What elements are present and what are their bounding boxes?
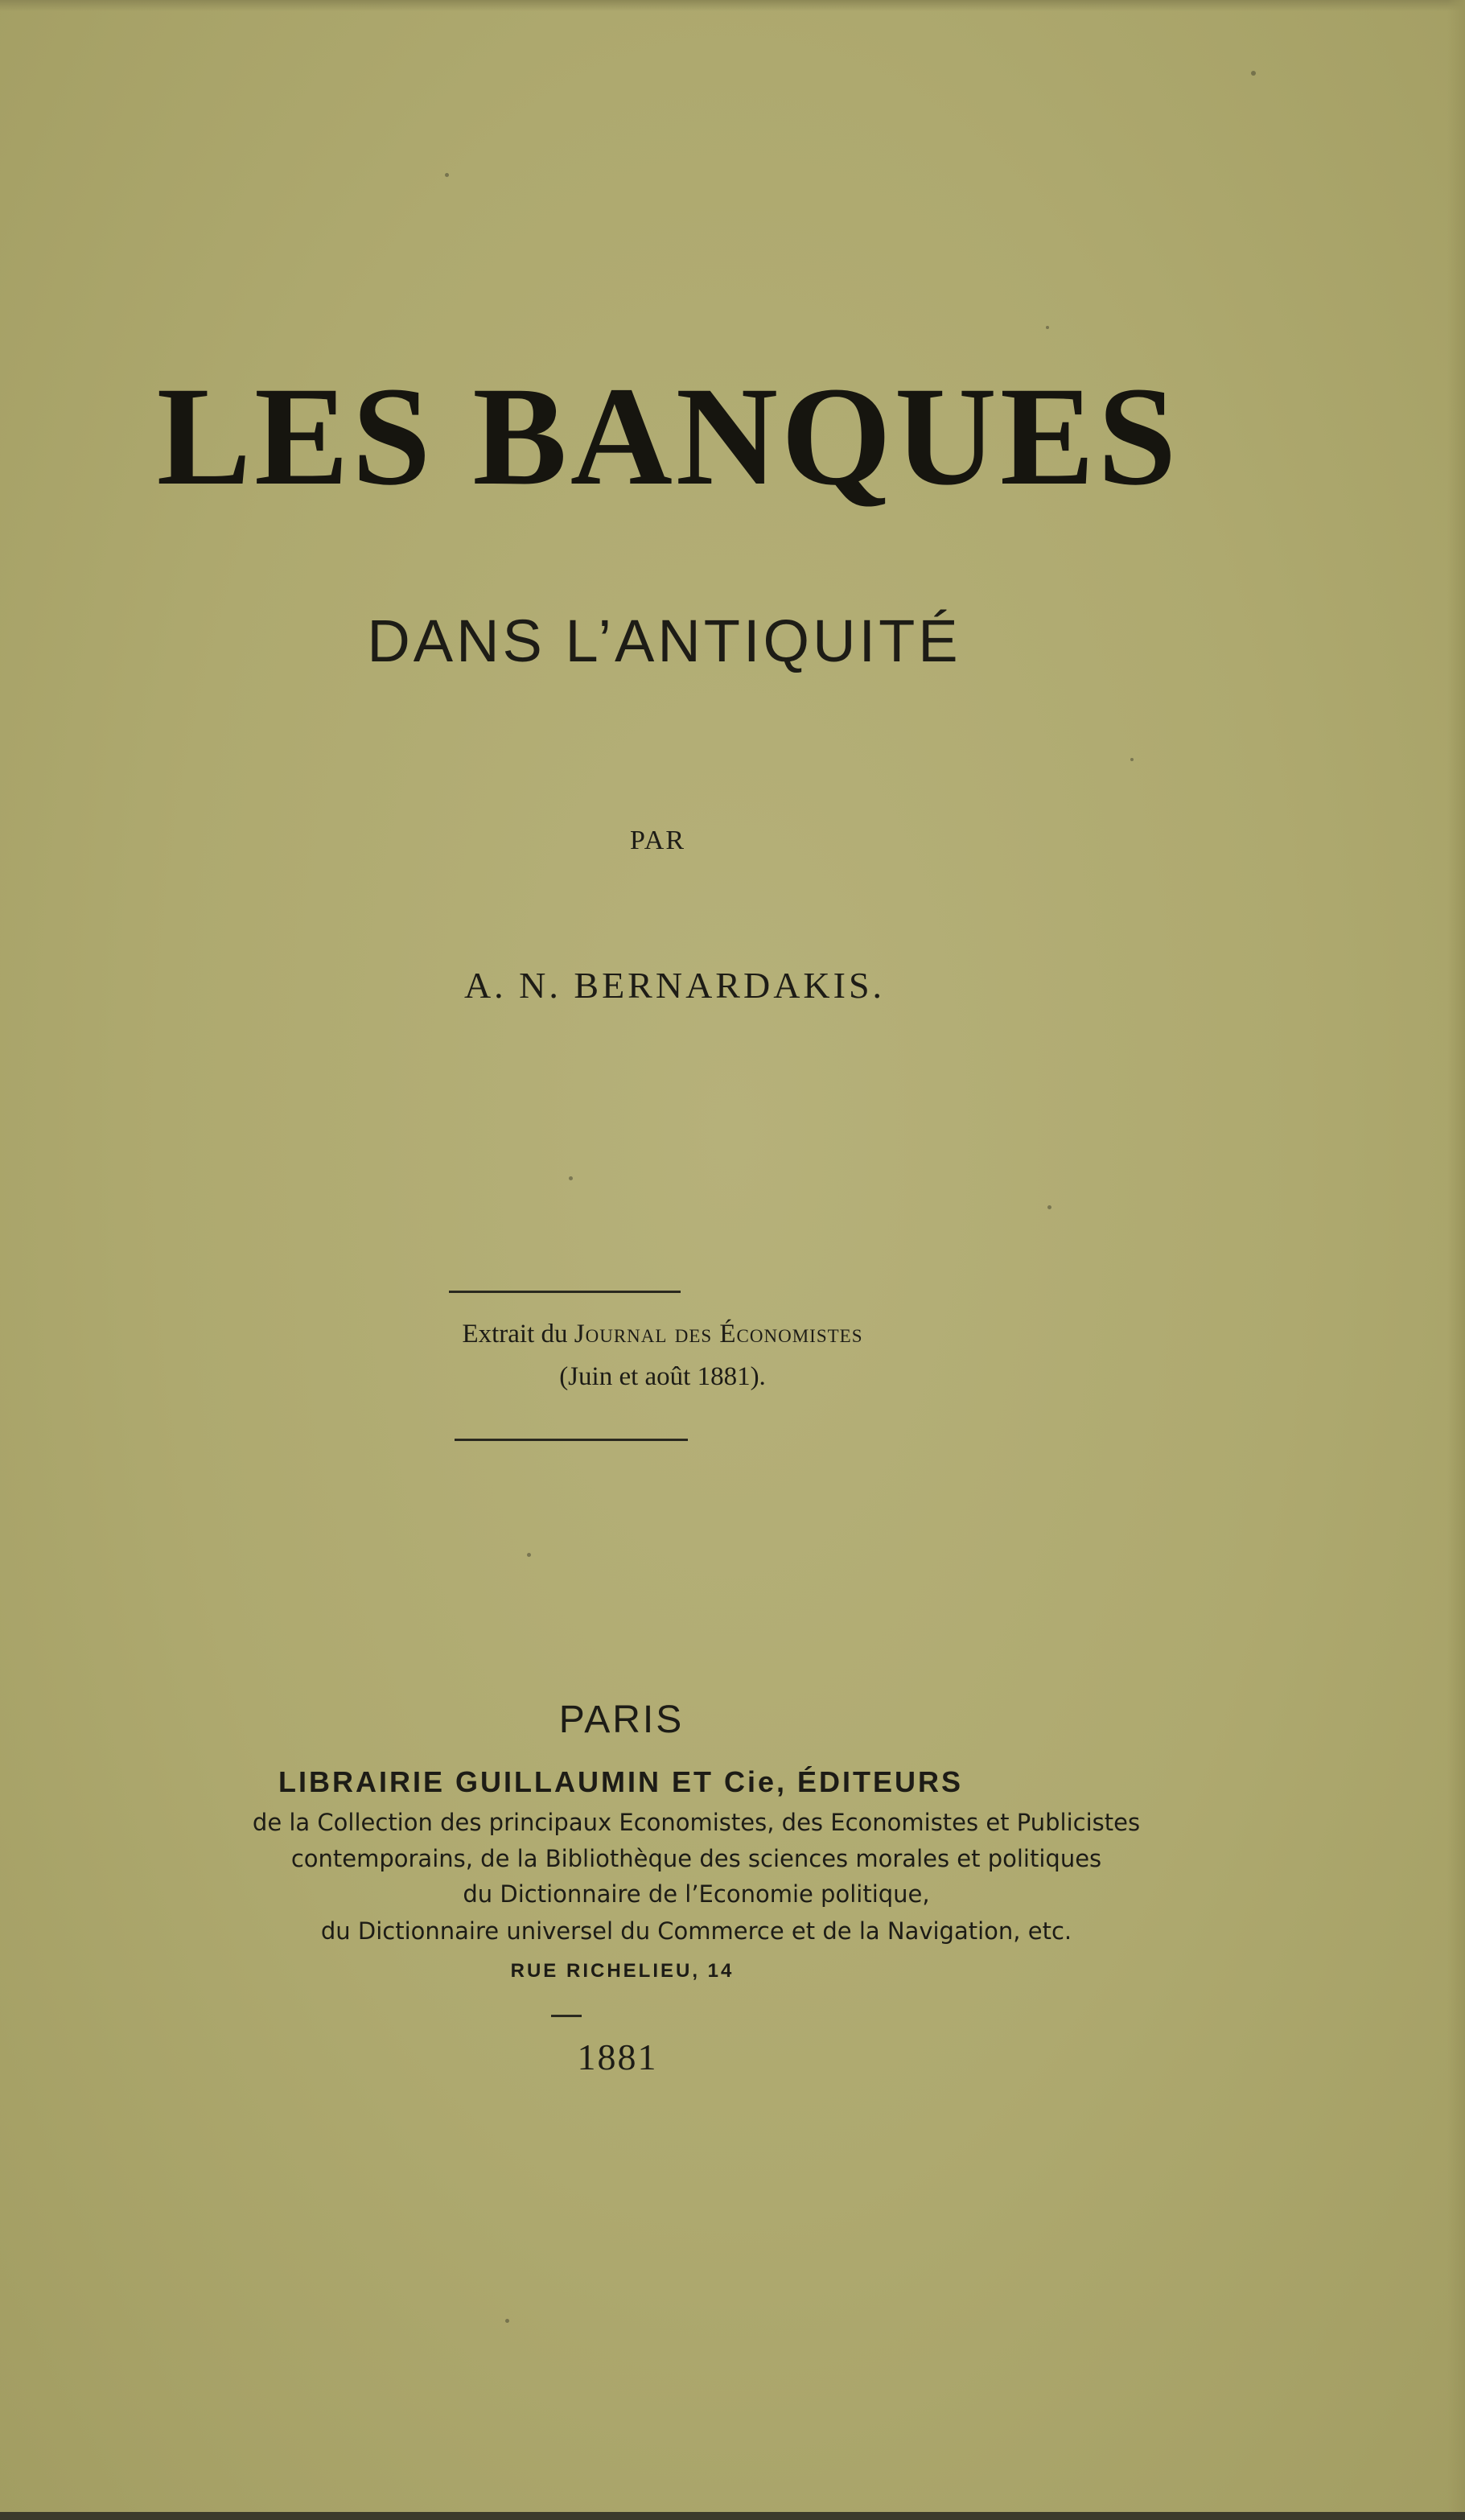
paper-speck	[1046, 326, 1049, 329]
divider-rule-top	[449, 1291, 681, 1293]
divider-rule-bottom	[455, 1439, 688, 1441]
extract-dates: (Juin et août 1881).	[559, 1362, 766, 1391]
imprint-line: contemporains, de la Bibliothèque des sciences morales et politiques	[290, 1845, 1102, 1872]
journal-name: Journal des Économistes	[574, 1320, 863, 1349]
page-edge-top	[0, 0, 1465, 11]
page-edge-bottom	[0, 2512, 1465, 2520]
page-edge-right	[1447, 0, 1465, 2520]
paper-speck	[505, 2319, 509, 2323]
paper-speck	[445, 173, 449, 177]
by-label: PAR	[629, 826, 686, 855]
imprint-publisher: LIBRAIRIE GUILLAUMIN ET Cie, ÉDITEURS	[278, 1765, 964, 1798]
paper-speck	[527, 1553, 531, 1557]
imprint-address: RUE RICHELIEU, 14	[510, 1960, 735, 1982]
book-title: LES BANQUES	[156, 358, 1180, 515]
imprint-line: du Dictionnaire de l’Economie politique,	[463, 1880, 930, 1908]
imprint-line: de la Collection des principaux Economistes, des Economistes et Publicistes	[252, 1809, 1141, 1836]
paper-speck	[569, 1176, 573, 1180]
imprint-year: 1881	[577, 2036, 658, 2077]
extract-note	[0, 1320, 1395, 1349]
book-subtitle: DANS L’ANTIQUITÉ	[367, 607, 961, 674]
imprint-line: du Dictionnaire universel du Commerce et de la Navigation, etc.	[320, 1917, 1072, 1945]
author-name: A. N. BERNARDAKIS.	[463, 965, 886, 1006]
paper-speck	[1130, 758, 1134, 761]
extract-prefix: Extrait du	[462, 1320, 568, 1349]
short-rule	[551, 2015, 582, 2017]
imprint-city: PARIS	[558, 1699, 685, 1741]
paper-speck	[1047, 1205, 1051, 1209]
paper-speck	[1251, 71, 1256, 76]
